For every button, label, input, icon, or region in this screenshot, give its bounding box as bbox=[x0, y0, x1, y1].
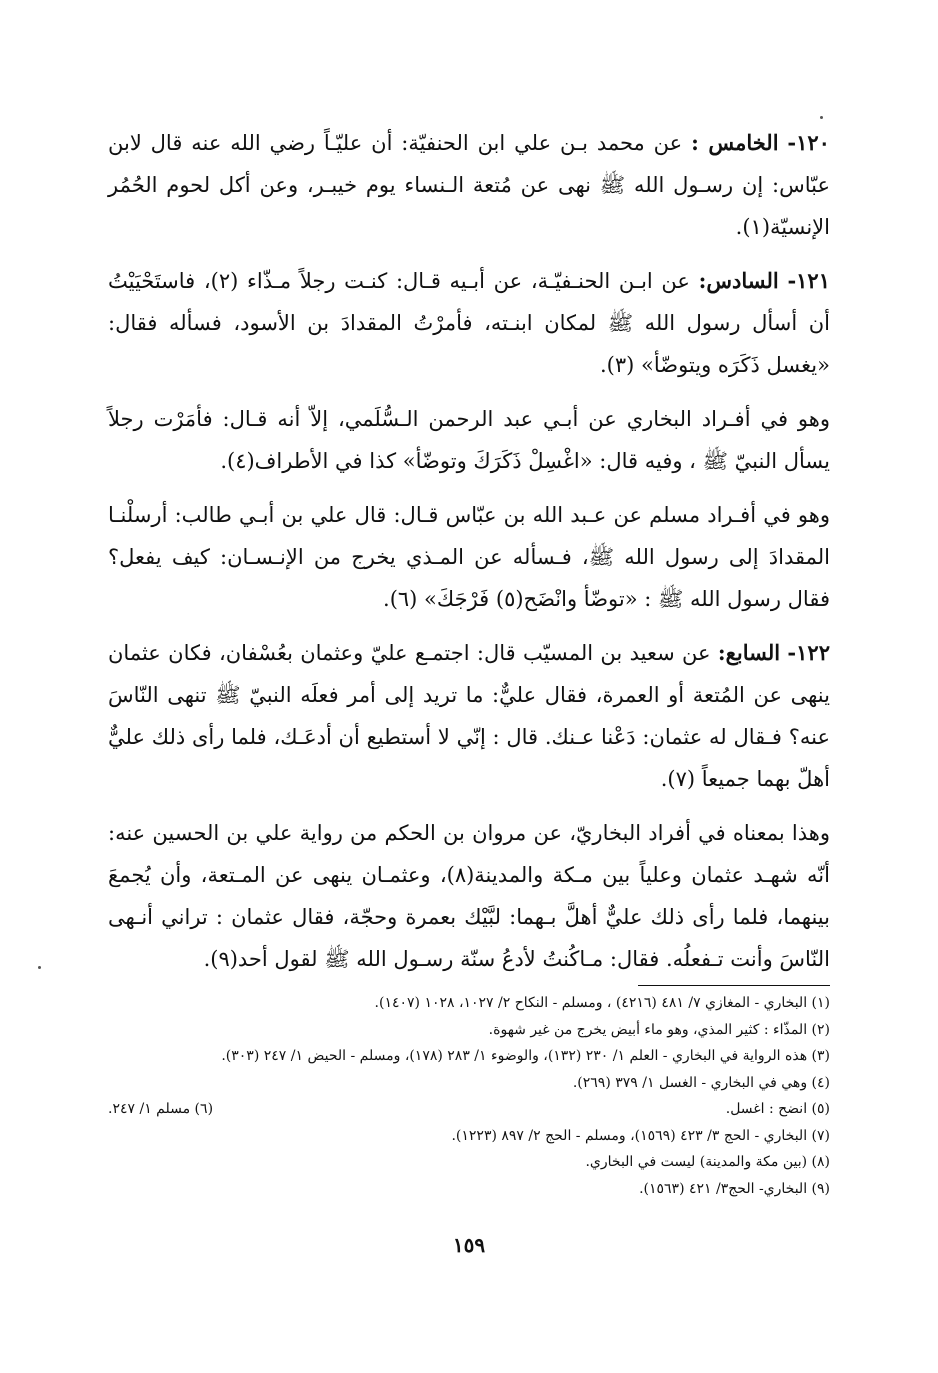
paragraph-text: عن سعيد بن المسيّب قال: اجتمـع عليّ وعثمان بعُسْفان، فكان عثمان ينهى عن المُتعة أو العمرة، فقال عليٌّ: ما تريد إلى أمر فعلَه النبيّ ﷺ تنهى النّاسَ عنه؟ فـقال له عثمان: دَعْنا عـنك. قال : إنّي لا أستطيع أن أدعَـك، فلما رأى ذلك عليٌّ أهلّ بهما جميعاً (٧). bbox=[108, 641, 830, 791]
hadith-heading: الخامس : bbox=[691, 130, 779, 155]
paragraph-text: وهو في أفـراد مسلم عن عـبد الله بن عبّاس قـال: قال علي بن أبـي طالب: أرسلْنـا المقدادَ إلى رسول الله ﷺ، فـسأله عن المـذي يخرج من الإنـسـان: كيف يفعل؟ فقال رسول الله ﷺ : «توضّأ وانْضَح(٥) فَرْجَكَ» (٦). bbox=[108, 503, 830, 611]
footnote-5: (٥) انضح : اغسل. bbox=[725, 1101, 830, 1117]
page-number: ١٥٩ bbox=[452, 1233, 486, 1257]
hadith-number: ١٢٠- bbox=[787, 130, 830, 155]
main-text bbox=[108, 122, 830, 992]
footnote-7: (٧) البخاري - الحج ٣/ ٤٢٣ (١٥٦٩)، ومسلم - الحج ٢/ ٨٩٧ (١٢٢٣). bbox=[451, 1127, 830, 1144]
paragraph-text: عن ابـن الحنـفيّـة، عن أبـيه قـال: كنـت رجلاً مـذّاء (٢)، فاستَحْيَيْتُ أن أسأل رسول الله ﷺ لمكان ابنـته، فأمرْتُ المقدادَ بن الأسود، فسأله فقال: «يغسل ذَكَرَه ويتوضّأ» (٣). bbox=[108, 269, 830, 377]
paragraph-bukhari-note bbox=[108, 398, 830, 482]
footnote-1: (١) البخاري - المغازي ٧/ ٤٨١ (٤٢١٦) ، ومسلم - النكاح ٢/ ١٠٢٧، ١٠٢٨ (١٤٠٧). bbox=[374, 995, 830, 1011]
footnote-2: (٢) المذّاء : كثير المذي، وهو ماء أبيض يخرج من غير شهوة. bbox=[488, 1021, 830, 1038]
paragraph-hadith-121 bbox=[108, 260, 830, 386]
paragraph-text: وهذا بمعناه في أفراد البخاريّ، عن مروان بن الحكم من رواية علي بن الحسين عنه: أنّه شهـد عثمان وعلياً بين مـكة والمدينة(٨)، وعثمـان ينهى عن المـتعة، وأن يُجمعَ بينهما، فلما رأى ذلك عليٌّ أهلَّ بـهما: لبَّيْك بعمرة وحجّة، فقال عثمان : تراني أنـهى النّاسَ وأنت تـفعلُه. فقال: مـاكُنتُ لأدعُ سنّة رسـول الله ﷺ لقول أحد(٩). bbox=[108, 821, 830, 971]
footnotes bbox=[108, 990, 830, 1202]
footnote-9: (٩) البخاري- الحج٣/ ٤٢١ (١٥٦٣). bbox=[639, 1180, 830, 1197]
paragraph-text: عن محمد بـن علي ابن الحنفيّة: أن عليّـاً رضي الله عنه قال لابن عبّاس: إن رسـول الله ﷺ نهى عن مُتعة الـنساء يوم خيبـر، وعن أكل لحوم الحُمُر الإنسيّة(١). bbox=[108, 131, 830, 239]
paragraph-muslim-note bbox=[108, 494, 830, 620]
paragraph-hadith-122 bbox=[108, 632, 830, 800]
paragraph-hadith-120 bbox=[108, 122, 830, 248]
hadith-number: ١٢٢- bbox=[787, 640, 830, 665]
hadith-number: ١٢١- bbox=[787, 268, 830, 293]
paragraph-text: وهو في أفـراد البخاري عن أبـي عبد الرحمن الـسُّلَمي، إلاّ أنه قـال: فأمَرْت رجلاً يسأل النبيّ ﷺ ، وفيه قال: «اغْسِلْ ذَكَرَكَ وتوضّأ» كذا في الأطراف(٤). bbox=[108, 407, 830, 473]
hadith-heading: السابع: bbox=[717, 640, 781, 665]
footnote-6: (٦) مسلم ١/ ٢٤٧. bbox=[108, 1101, 214, 1117]
paragraph-bukhari-variant bbox=[108, 812, 830, 980]
footnote-pair-5-6 bbox=[108, 1096, 830, 1123]
footnote-3: (٣) هذه الرواية في البخاري - العلم ١/ ٢٣٠ (١٣٢)، والوضوء ١/ ٢٨٣ (١٧٨)، ومسلم - الحيض ١/ ٢٤٧ (٣٠٣). bbox=[221, 1048, 830, 1064]
footnote-8: (٨) (بين مكة والمدينة) ليست في البخاري. bbox=[585, 1154, 830, 1170]
scan-speck bbox=[38, 966, 41, 969]
footnote-4: (٤) وهي في البخاري - الغسل ١/ ٣٧٩ (٢٦٩). bbox=[572, 1074, 830, 1091]
hadith-heading: السادس: bbox=[698, 268, 779, 293]
footnote-separator bbox=[638, 985, 830, 986]
scan-speck bbox=[820, 116, 823, 119]
